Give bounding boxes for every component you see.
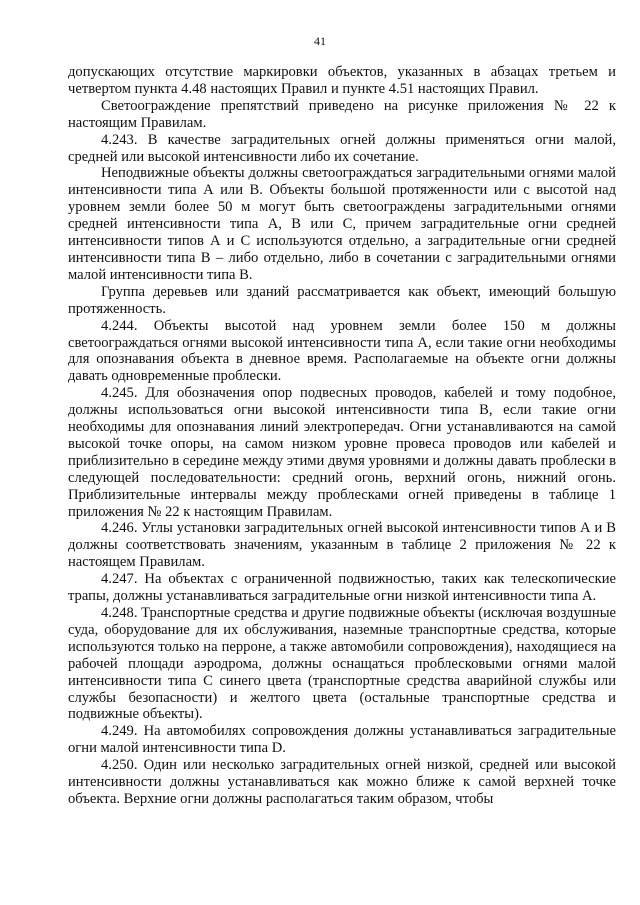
paragraph-4-249: 4.249. На автомобилях сопровождения должны устанавливаться заградительные огни малой интенсивности типа D.	[68, 723, 616, 757]
paragraph-4-243: 4.243. В качестве заградительных огней должны применяться огни малой, средней или высокой интенсивности либо их сочетание.	[68, 131, 616, 165]
paragraph-group-of-objects: Группа деревьев или зданий рассматривается как объект, имеющий большую протяженность.	[68, 283, 616, 317]
paragraph-4-246: 4.246. Углы установки заградительных огней высокой интенсивности типов А и В должны соответствовать значениям, указанным в таблице 2 приложения № 22 к настоящем Правилам.	[68, 520, 616, 571]
paragraph-4-248: 4.248. Транспортные средства и другие подвижные объекты (исключая воздушные суда, оборудование для их обслуживания, наземные транспортные средства, которые используются только на перроне, а также автомобили сопровождения), находящиеся на рабочей площади аэродрома, должны оснащаться проблесковыми огнями малой интенсивности типа С синего цвета (транспортные средства аварийной службы или службы безопасности) и желтого цвета (остальные транспортные средства и подвижные объекты).	[68, 605, 616, 723]
document-body	[68, 64, 616, 808]
paragraph-continuation: допускающих отсутствие маркировки объектов, указанных в абзацах третьем и четвертом пункта 4.48 настоящих Правил и пункте 4.51 настоящих Правил.	[68, 64, 616, 97]
paragraph-obstacle-lighting-reference: Светоограждение препятствий приведено на рисунке приложения № 22 к настоящим Правилам.	[68, 97, 616, 131]
paragraph-4-250: 4.250. Один или несколько заградительных огней низкой, средней или высокой интенсивности должны устанавливаться как можно ближе к самой верхней точке объекта. Верхние огни должны располагаться таким образом, чтобы	[68, 757, 616, 807]
paragraph-4-247: 4.247. На объектах с ограниченной подвижностью, таких как телескопические трапы, должны устанавливаться заградительные огни низкой интенсивности типа А.	[68, 571, 616, 605]
page-number: 41	[314, 34, 326, 48]
paragraph-4-244: 4.244. Объекты высотой над уровнем земли более 150 м должны светоограждаться огнями высокой интенсивности типа А, если такие огни необходимы для опознавания объекта в дневное время. Располагаемые на объекте огни должны давать одновременные проблески.	[68, 317, 616, 385]
paragraph-fixed-objects: Неподвижные объекты должны светоограждаться заградительными огнями малой интенсивности типа А или В. Объекты большой протяженности или с высотой над уровнем земли более 50 м могут быть светоограждены заградительными огнями средней интенсивности типа А, В или С, причем заградительные огни средней интенсивности типов А и С используются отдельно, а заградительные огни средней интенсивности типа В – либо отдельно, либо в сочетании с заградительными огнями малой интенсивности типа В.	[68, 165, 616, 283]
paragraph-4-245: 4.245. Для обозначения опор подвесных проводов, кабелей и тому подобное, должны использоваться огни высокой интенсивности типа В, если такие огни необходимы для опознавания линий электропередач. Огни устанавливаются на самой высокой точке опоры, на самом низком уровне провеса проводов или кабелей и приблизительно в середине между этими двумя уровнями и должны давать проблески в следующей последовательности: средний огонь, верхний огонь, нижний огонь. Приблизительные интервалы между проблесками огней приведены в таблице 1 приложения № 22 к настоящим Правилам.	[68, 385, 616, 520]
